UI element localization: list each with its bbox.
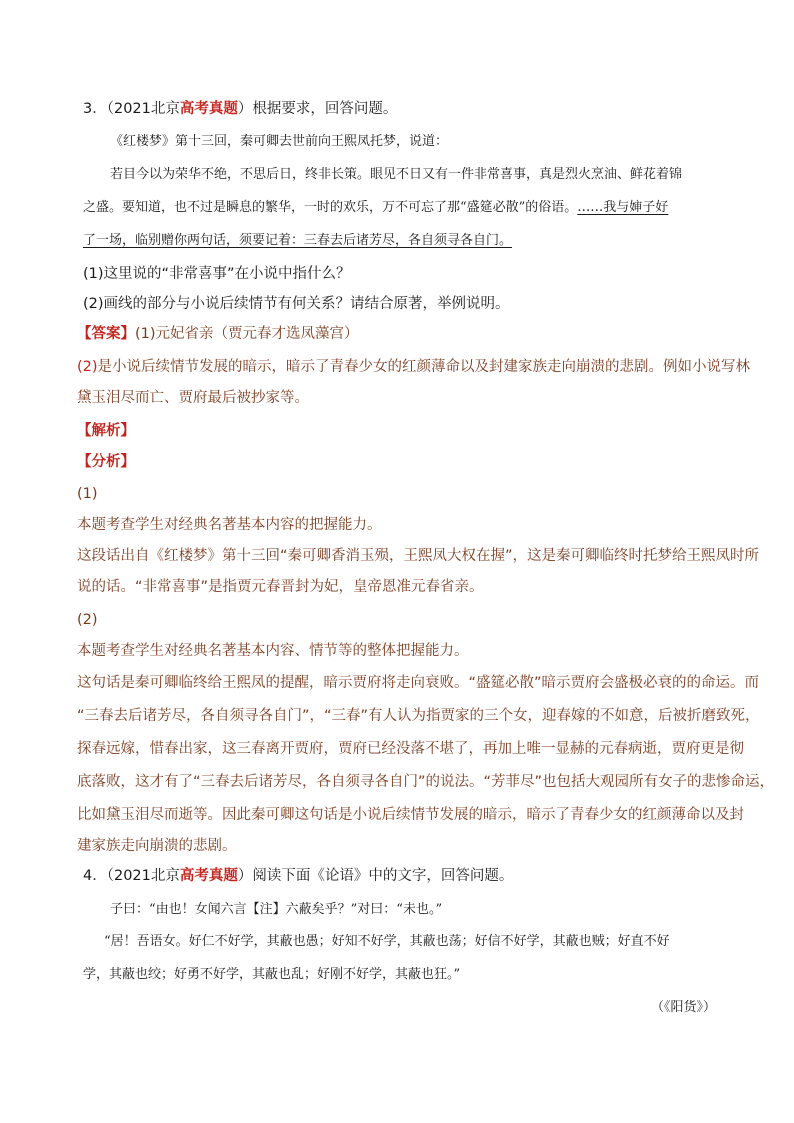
answer-line: 黛玉泪尽而亡、贾府最后被抄家等。	[77, 390, 309, 406]
analysis-line: 建家族走向崩溃的悲剧。	[77, 838, 237, 854]
analysis-line: 本题考查学生对经典名著基本内容的把握能力。	[77, 517, 382, 533]
underlined-passage: ……我与婶子好	[577, 200, 669, 215]
underlined-passage: 了一场，临别赠你两句话，须要记着：三春去后诸芳尽，各自须寻各自门。	[83, 233, 513, 248]
question-number: 4．（2021北京	[83, 868, 180, 884]
passage-intro: 《红楼梦》第十三回，秦可卿去世前向王熙凤托梦，说道：	[110, 134, 449, 149]
answer-line	[77, 324, 359, 344]
question-instruction: ）根据要求，回答问题。	[237, 101, 398, 117]
passage-line: 若目今以为荣华不绝，不思后日，终非长策。眼见不日又有一件非常喜事，真是烈火烹油、鲜花着锦	[110, 167, 683, 182]
sub-question-2: (2)画线的部分与小说后续情节有何关系？请结合原著，举例说明。	[83, 296, 510, 312]
answer-line	[77, 357, 750, 377]
question-3-header	[83, 99, 397, 119]
source-tag: 高考真题	[179, 868, 238, 884]
answer-number: (2)	[77, 359, 98, 375]
analysis-line: 探春远嫁，惜春出家，这三春离开贾府，贾府已经没落不堪了，再加上唯一显赫的元春病逝，贾府更是彻	[77, 741, 744, 757]
classical-text-line: 学，其蔽也绞；好勇不好学，其蔽也乱；好刚不好学，其蔽也狂。”	[83, 967, 461, 982]
text-source: （《阳货》）	[650, 1000, 716, 1015]
analysis-line: 比如黛玉泪尽而逝等。因此秦可卿这句话是小说后续情节发展的暗示，暗示了青春少女的红颜薄命以及封	[77, 807, 744, 823]
passage-text: 之盛。要知道，也不过是瞬息的繁华，一时的欢乐，万不可忘了那“盛筵必散”的俗语。	[83, 200, 578, 215]
question-number: 3．（2021北京	[83, 101, 180, 117]
answer-text: (1)元妃省亲（贾元春才选凤藻宫）	[135, 326, 359, 342]
analysis-line: 本题考查学生对经典名著基本内容、情节等的整体把握能力。	[77, 643, 469, 659]
answer-label: 【答案】	[77, 326, 135, 342]
analysis-line: “三春去后诸芳尽，各自须寻各自门”，“三春”有人认为指贾家的三个女，迎春嫁的不如意，后被折磨致死，	[77, 708, 760, 724]
passage-line	[83, 198, 668, 218]
answer-text: 是小说后续情节发展的暗示，暗示了青春少女的红颜薄命以及封建家族走向崩溃的悲剧。例如小说写林	[97, 359, 751, 375]
analysis-number: (1)	[77, 486, 98, 502]
source-tag: 高考真题	[179, 101, 238, 117]
question-4-header	[83, 866, 513, 886]
classical-text-line: “居！吾语女。好仁不好学，其蔽也愚；好知不好学，其蔽也荡；好信不好学，其蔽也贼；好直不好	[104, 934, 670, 949]
analysis-number: (2)	[77, 612, 98, 628]
analysis-line: 这段话出自《红楼梦》第十三回“秦可卿香消玉殒，王熙凤大权在握”，这是秦可卿临终时托梦给王熙凤时所	[77, 548, 760, 564]
analysis-label: 【解析】	[77, 423, 135, 439]
analysis-line: 说的话。“非常喜事”是指贾元春晋封为妃，皇帝恩准元春省亲。	[77, 579, 484, 595]
analysis-line: 底落败，这才有了“三春去后诸芳尽，各自须寻各自门”的说法。“芳菲尽”也包括大观园所有女子的悲惨命运，	[77, 774, 775, 790]
question-instruction: ）阅读下面《论语》中的文字，回答问题。	[237, 868, 514, 884]
classical-text-line: 子曰：“由也！女闻六言【注】六蔽矣乎？”对曰：“未也。”	[110, 902, 443, 917]
sub-question-1: (1)这里说的“非常喜事”在小说中指什么？	[83, 266, 351, 282]
analysis-label: 【分析】	[77, 454, 135, 470]
analysis-line: 这句话是秦可卿临终给王熙凤的提醒，暗示贾府将走向衰败。“盛筵必散”暗示贾府会盛极必衰的的命运。而	[77, 675, 760, 691]
